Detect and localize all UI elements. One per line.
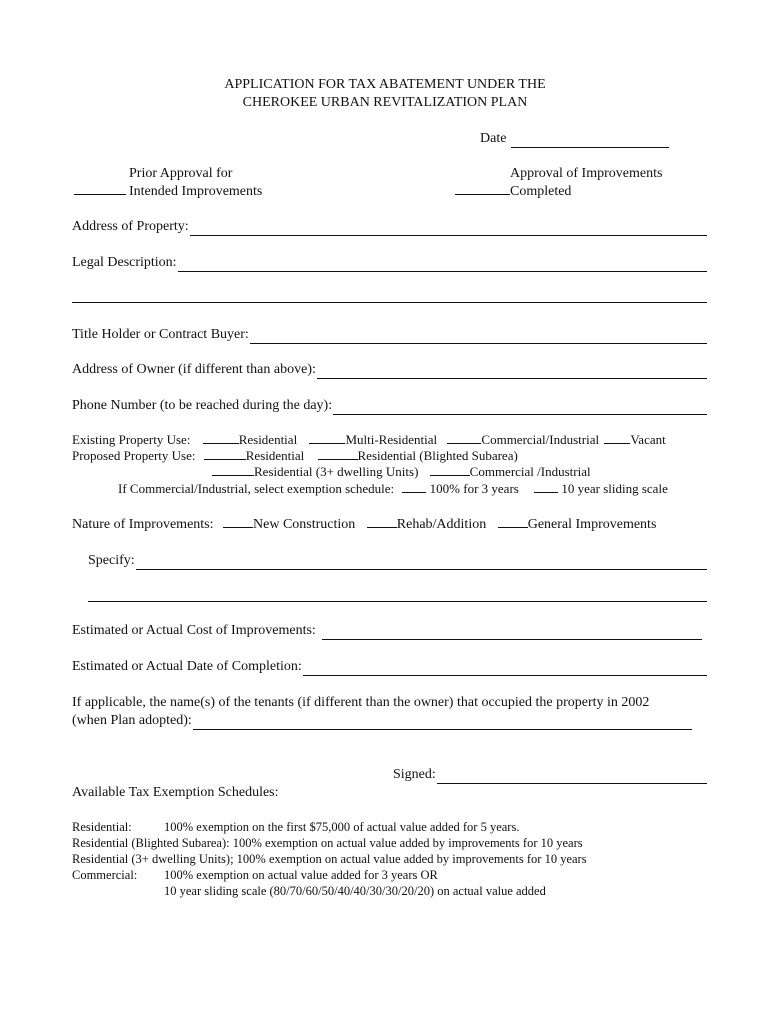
- nature-of-improvements-label: Nature of Improvements:: [72, 517, 214, 532]
- proposed-blighted-option: Residential (Blighted Subarea): [357, 448, 518, 463]
- completed-approval-line-2: Completed: [510, 184, 572, 199]
- legal-description-input[interactable]: [178, 257, 707, 272]
- schedule-commercial-text-2: 10 year sliding scale (80/70/60/50/40/40/30/30/20/20) on actual value added: [164, 884, 546, 898]
- specify-input[interactable]: [136, 555, 707, 570]
- prior-approval-option[interactable]: [74, 183, 262, 201]
- form-title-line-1: APPLICATION FOR TAX ABATEMENT UNDER THE: [224, 77, 546, 92]
- proposed-use-row: [72, 448, 518, 464]
- form-title-line-2: CHEROKEE URBAN REVITALIZATION PLAN: [242, 95, 528, 110]
- signature-field[interactable]: [393, 766, 707, 784]
- schedule-3-years-blank[interactable]: [402, 481, 426, 493]
- address-of-property-label: Address of Property:: [72, 219, 189, 234]
- proposed-multi-option: Residential (3+ dwelling Units): [254, 464, 419, 479]
- schedule-3-years-option: 100% for 3 years: [429, 481, 519, 496]
- date-blank[interactable]: [511, 136, 669, 148]
- schedules-heading: Available Tax Exemption Schedules:: [72, 785, 279, 800]
- new-construction-option: New Construction: [253, 517, 356, 532]
- legal-description-field[interactable]: [72, 254, 707, 272]
- existing-use-row: [72, 432, 666, 448]
- completed-approval-checkbox-blank[interactable]: [455, 183, 510, 195]
- prior-approval-checkbox-blank[interactable]: [74, 183, 126, 195]
- phone-number-label: Phone Number (to be reached during the day):: [72, 398, 333, 413]
- general-improvements-option: General Improvements: [527, 517, 657, 532]
- tenants-input[interactable]: [193, 715, 692, 730]
- tenants-label: (when Plan adopted):: [72, 713, 192, 728]
- title-holder-input[interactable]: [250, 329, 707, 344]
- schedule-residential-text: 100% exemption on the first $75,000 of actual value added for 5 years.: [164, 820, 520, 834]
- schedule-commercial-label: Commercial:: [72, 868, 138, 882]
- schedule-commercial-text-1: 100% exemption on actual value added for 3 years OR: [164, 868, 438, 882]
- cost-of-improvements-label: Estimated or Actual Cost of Improvements:: [72, 623, 316, 638]
- date-label: Date: [480, 131, 507, 146]
- title-holder-field[interactable]: [72, 326, 707, 344]
- tenants-field[interactable]: [72, 712, 692, 730]
- cost-of-improvements-field[interactable]: [72, 622, 702, 640]
- existing-use-label: Existing Property Use:: [72, 432, 191, 447]
- existing-residential-blank[interactable]: [203, 432, 239, 444]
- proposed-commercial-blank[interactable]: [430, 464, 470, 476]
- nature-of-improvements-row: [72, 516, 656, 534]
- specify-label: Specify:: [88, 553, 135, 568]
- schedule-residential: [72, 820, 519, 835]
- address-of-property-field[interactable]: [72, 218, 707, 236]
- address-of-owner-field[interactable]: [72, 361, 707, 379]
- date-of-completion-field[interactable]: [72, 658, 707, 676]
- legal-description-label: Legal Description:: [72, 255, 177, 270]
- phone-number-input[interactable]: [333, 400, 707, 415]
- schedule-select-prompt: If Commercial/Industrial, select exemption schedule:: [118, 481, 395, 496]
- cost-of-improvements-input[interactable]: [322, 625, 702, 640]
- prior-approval-line-1: Prior Approval for: [129, 166, 233, 181]
- general-improvements-blank[interactable]: [498, 516, 528, 528]
- phone-number-field[interactable]: [72, 397, 707, 415]
- proposed-residential-option: Residential: [245, 448, 305, 463]
- signature-input[interactable]: [437, 769, 707, 784]
- schedule-commercial: [72, 868, 438, 883]
- address-of-owner-input[interactable]: [317, 364, 707, 379]
- specify-field[interactable]: [88, 552, 707, 570]
- proposed-residential-blank[interactable]: [204, 448, 246, 460]
- completed-approval-option[interactable]: [455, 183, 571, 201]
- existing-commercial-blank[interactable]: [447, 432, 481, 444]
- legal-description-continuation-line[interactable]: [72, 302, 707, 303]
- signed-label: Signed:: [393, 767, 436, 782]
- prior-approval-line-2: Intended Improvements: [129, 184, 263, 199]
- title-holder-label: Title Holder or Contract Buyer:: [72, 327, 249, 342]
- tenants-line-1: If applicable, the name(s) of the tenants (if different than the owner) that occupied the property in 2002: [72, 695, 650, 710]
- schedule-sliding-option: 10 year sliding scale: [561, 481, 668, 496]
- date-of-completion-label: Estimated or Actual Date of Completion:: [72, 659, 302, 674]
- existing-residential-option: Residential: [238, 432, 298, 447]
- address-of-owner-label: Address of Owner (if different than above):: [72, 362, 316, 377]
- schedule-multi: Residential (3+ dwelling Units); 100% exemption on actual value added by improvements for 10 years: [72, 852, 587, 866]
- existing-multi-residential-option: Multi-Residential: [345, 432, 438, 447]
- proposed-commercial-option: Commercial /Industrial: [469, 464, 591, 479]
- date-field[interactable]: [480, 130, 669, 148]
- rehab-addition-blank[interactable]: [367, 516, 397, 528]
- proposed-use-row-2: [212, 464, 591, 480]
- existing-vacant-option: Vacant: [630, 432, 666, 447]
- address-of-property-input[interactable]: [190, 221, 707, 236]
- existing-multi-residential-blank[interactable]: [309, 432, 345, 444]
- schedule-blighted: Residential (Blighted Subarea): 100% exemption on actual value added by improvements for 10 years: [72, 836, 583, 850]
- specify-continuation-line[interactable]: [88, 601, 707, 602]
- new-construction-blank[interactable]: [223, 516, 253, 528]
- schedule-sliding-blank[interactable]: [534, 481, 558, 493]
- rehab-addition-option: Rehab/Addition: [396, 517, 487, 532]
- proposed-blighted-blank[interactable]: [318, 448, 358, 460]
- completed-approval-line-1: Approval of Improvements: [510, 166, 663, 181]
- proposed-use-label: Proposed Property Use:: [72, 448, 196, 463]
- date-of-completion-input[interactable]: [303, 661, 707, 676]
- existing-commercial-option: Commercial/Industrial: [481, 432, 600, 447]
- schedule-select-row: [118, 481, 668, 497]
- existing-vacant-blank[interactable]: [604, 432, 630, 444]
- schedule-residential-label: Residential:: [72, 820, 132, 834]
- proposed-multi-blank[interactable]: [212, 464, 254, 476]
